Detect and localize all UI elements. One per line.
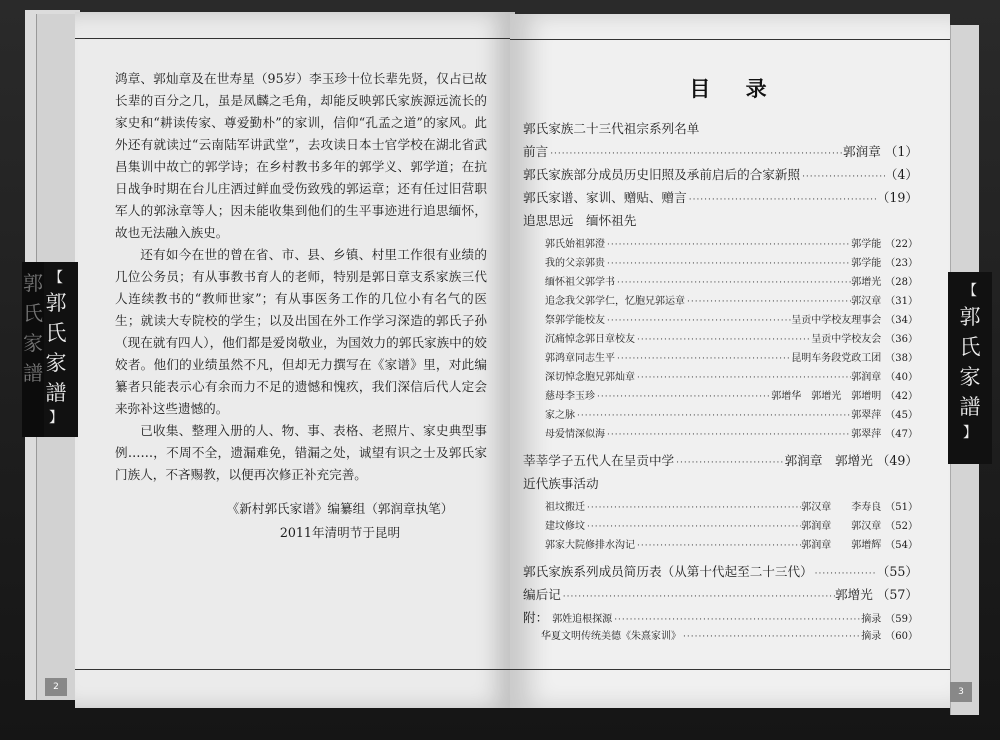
tab-char: 氏 xyxy=(45,321,67,345)
tab-char: 氏 xyxy=(959,335,981,359)
leader-dots xyxy=(635,373,851,383)
toc-subentry[interactable] xyxy=(523,292,918,311)
toc-entry-title: 母爱情深似海 xyxy=(545,429,605,440)
toc-entry-author: 郭润章 xyxy=(851,372,882,383)
toc-subentry[interactable] xyxy=(523,311,918,330)
toc-subentry[interactable] xyxy=(523,330,918,349)
tab-char: 氏 xyxy=(23,301,43,325)
toc-subentry[interactable] xyxy=(523,406,918,425)
leader-dots xyxy=(635,335,811,345)
signature-editor: 《新村郭氏家谱》编纂组（郭润章执笔） xyxy=(226,501,454,516)
toc-entry-page: （31） xyxy=(885,296,918,307)
toc-subentry[interactable] xyxy=(523,368,918,387)
toc-entry-title: 郭氏始祖郭澄 xyxy=(545,239,605,250)
leader-dots xyxy=(595,392,771,402)
toc-entry[interactable] xyxy=(523,450,918,473)
toc-entry-page: （23） xyxy=(885,258,918,269)
leader-dots xyxy=(575,411,851,421)
toc-entry-title: 华夏文明传统美德《朱熹家训》 xyxy=(541,631,681,642)
toc-section-heading xyxy=(523,210,918,232)
toc-entry-author: 郭汉章 xyxy=(851,296,882,307)
toc-entry[interactable] xyxy=(523,141,918,164)
tab-char: 家 xyxy=(23,331,43,355)
tab-char: 【 xyxy=(963,283,977,299)
paragraph: 已收集、整理入册的人、物、事、表格、老照片、家史典型事例……，不周不全，遗漏难免，错漏之处，诚望有识之士及郭氏家门族人，不吝赐教，以便再次修正补充完善。 xyxy=(115,423,487,482)
toc-entry-title: 郭氏家族二十三代祖宗系列名单 xyxy=(523,121,700,136)
toc-entry-page: （47） xyxy=(885,429,918,440)
toc-entry-author: 摘录 xyxy=(861,614,882,625)
toc-subentry[interactable] xyxy=(523,536,918,555)
toc-entry[interactable] xyxy=(523,584,918,607)
toc-entry-page: （1） xyxy=(884,144,918,159)
tab-char: 郭 xyxy=(45,291,67,315)
toc-entry-title: 沉痛悼念郭日章校友 xyxy=(545,334,635,345)
toc-entry-author: 郭润章 xyxy=(843,144,881,159)
leader-dots xyxy=(605,259,851,269)
toc-entry-author: 摘录 xyxy=(861,631,882,642)
toc-entry-title: 郭姓追根探源 xyxy=(552,614,613,625)
toc-subentry[interactable] xyxy=(523,387,918,406)
toc-entry-page: （28） xyxy=(885,277,918,288)
toc-subentry[interactable] xyxy=(523,349,918,368)
leader-dots xyxy=(605,430,851,440)
right-side-tab xyxy=(948,272,992,464)
toc-entry-page: （57） xyxy=(876,587,918,602)
toc-entry-author: 郭学能 xyxy=(851,239,882,250)
toc-entry-page: （54） xyxy=(885,540,918,551)
toc-entry-author: 郭增光 xyxy=(851,277,882,288)
toc-entry-page: （52） xyxy=(885,521,918,532)
toc-section-title: 追思思远 缅怀祖先 xyxy=(523,213,637,228)
toc-subentry[interactable] xyxy=(523,425,918,444)
toc-subentry[interactable] xyxy=(523,627,918,646)
toc-entry-page: （49） xyxy=(876,453,918,468)
toc-entry-title: 郭氏家族系列成员简历表（从第十代起至二十三代） xyxy=(523,564,813,579)
toc-entry-title: 祭郭学能校友 xyxy=(545,315,605,326)
toc-entry-title: 我的父亲郭贵 xyxy=(545,258,605,269)
left-body-text xyxy=(115,68,487,486)
leader-dots xyxy=(674,458,785,468)
toc-entry-title: 慈母李玉珍 xyxy=(545,391,595,402)
toc-section-heading xyxy=(523,473,918,495)
tab-char: 】 xyxy=(963,425,977,441)
tab-char: 家 xyxy=(959,365,981,389)
toc-entry-author: 郭润章 郭增光 xyxy=(784,453,873,468)
toc-entry-page: （4） xyxy=(884,167,918,182)
toc-entry-title: 追念我父郭学仁，忆胞兄郭运章 xyxy=(545,296,685,307)
toc-entry-page: （55） xyxy=(876,564,918,579)
tab-char: 譜 xyxy=(959,395,981,419)
tab-char: 家 xyxy=(45,351,67,375)
toc-entry-title: 郭鸿章同志生平 xyxy=(545,353,615,364)
leader-dots xyxy=(605,316,791,326)
left-footer-rule xyxy=(75,669,515,670)
toc-entry-title: 前言 xyxy=(523,144,549,159)
toc-entry-author: 呈贡中学校友会 xyxy=(811,334,882,345)
tab-char: 】 xyxy=(49,410,63,426)
toc-entry-author: 郭翠萍 xyxy=(851,410,882,421)
toc-subentry[interactable] xyxy=(523,273,918,292)
leader-dots xyxy=(612,615,861,625)
toc-entry-author: 郭学能 xyxy=(851,258,882,269)
leader-dots xyxy=(585,503,801,513)
paragraph: 鸿章、郭灿章及在世寿星（95岁）李玉珍十位长辈先贤，仅占已故长辈的百分之几，虽是凤麟之毛角，却能反映郭氏家族源远流长的家史和“耕读传家、尊爱勤朴”的家训，信仰“孔孟之道”的家风。此外还有就读过“云南陆军讲武堂”，去攻读日本士官学校在湖北省武昌集训中故亡的郭学诗；在乡村教书多年的郭学义、郭学道；在抗日战争时期在台儿庄洒过鲜血受伤致残的郭运章；还有任过旧营职军人的郭泳章等人；因未能收集到他们的生平事迹进行追思缅怀，故也无法融入族史。 xyxy=(115,71,487,240)
toc-entry-author: 郭汉章 李寿良 xyxy=(801,502,882,513)
toc-entry-title: 郭氏家族部分成员历史旧照及承前启后的合家新照 xyxy=(523,167,801,182)
toc-entry-page: （59） xyxy=(885,614,918,625)
left-header-rule xyxy=(75,38,515,39)
leader-dots xyxy=(685,297,851,307)
toc-entry-page: （22） xyxy=(885,239,918,250)
toc-entry-title: 家之脉 xyxy=(545,410,575,421)
toc-entry[interactable] xyxy=(523,164,918,187)
leader-dots xyxy=(585,522,801,532)
left-side-tab xyxy=(23,262,78,437)
toc-section-title: 近代族事活动 xyxy=(523,476,599,491)
toc-subentry[interactable] xyxy=(523,235,918,254)
left-page-number: 2 xyxy=(45,678,67,696)
toc-entry-page: （34） xyxy=(885,315,918,326)
toc-subentry[interactable] xyxy=(523,498,918,517)
toc-entry-author: 郭润章 郭增辉 xyxy=(801,540,882,551)
toc-entry[interactable] xyxy=(523,561,918,584)
table-of-contents xyxy=(523,118,918,646)
toc-entry[interactable] xyxy=(523,187,918,210)
toc-entry-page: （40） xyxy=(885,372,918,383)
toc-entry-author: 郭增华 郭增光 郭增明 xyxy=(771,391,882,402)
tab-char: 譜 xyxy=(23,361,43,385)
toc-subentry[interactable] xyxy=(523,517,918,536)
toc-entry-page: （19） xyxy=(876,190,918,205)
signature-block xyxy=(190,497,490,545)
appendix-label: 附： xyxy=(523,610,549,625)
tab-char: 郭 xyxy=(23,271,43,295)
leader-dots xyxy=(561,592,835,602)
toc-entry-title: 莘莘学子五代人在呈贡中学 xyxy=(523,453,675,468)
toc-entry-title: 建坟修坟 xyxy=(545,521,585,532)
leader-dots xyxy=(681,632,861,642)
toc-title-wrap xyxy=(0,73,1000,103)
toc-entry-page: （60） xyxy=(885,631,918,642)
toc-entry-title: 深切悼念胞兄郭灿章 xyxy=(545,372,635,383)
tab-char: 【 xyxy=(49,270,63,286)
tab-char: 譜 xyxy=(45,381,67,405)
leader-dots xyxy=(615,278,851,288)
tab-char: 郭 xyxy=(959,305,981,329)
leader-dots xyxy=(605,240,851,250)
toc-entry[interactable] xyxy=(523,607,918,627)
toc-entry-author: 郭增光 xyxy=(835,587,873,602)
toc-entry-page: （51） xyxy=(885,502,918,513)
toc-entry-page: （42） xyxy=(885,391,918,402)
toc-entry-author: 郭润章 郭汉章 xyxy=(801,521,882,532)
right-footer-rule xyxy=(510,669,950,670)
leader-dots xyxy=(800,172,885,182)
toc-entry-page: （38） xyxy=(885,353,918,364)
toc-subentry[interactable] xyxy=(523,254,918,273)
leader-dots xyxy=(687,195,877,205)
leader-dots xyxy=(615,354,791,364)
leader-dots xyxy=(813,569,877,579)
toc-entry-page: （45） xyxy=(885,410,918,421)
toc-entry-title: 郭家大院修排水沟记 xyxy=(545,540,635,551)
toc-entry-page: （36） xyxy=(885,334,918,345)
toc-entry-title: 编后记 xyxy=(523,587,561,602)
right-page-number: 3 xyxy=(950,682,972,702)
leader-dots xyxy=(635,541,801,551)
toc-entry-author: 郭翠萍 xyxy=(851,429,882,440)
paragraph: 还有如今在世的曾在省、市、县、乡镇、村里工作很有业绩的几位公务员；有从事教书育人的老师，特别是郭日章支系家族三代人连续教书的“教师世家”；有从事医务工作的几位小有名气的医生；就读大专院校的学生；以及出国在外工作学习深造的郭氏子孙（现在就有四人），他们都是爱岗敬业，为国效力的郭氏家族中的姣姣者。他们的业绩虽然不凡，但却无力撰写在《家谱》里，对此编纂者只能表示心有余而力不足的遗憾和愧疚，我们深信后代人定会来弥补这些遗憾的。 xyxy=(115,247,487,416)
toc-heading[interactable] xyxy=(523,118,918,141)
toc-entry-title: 祖坟搬迁 xyxy=(545,502,585,513)
toc-title: 目 录 xyxy=(689,76,781,101)
toc-entry-author: 昆明车务段党政工团 xyxy=(791,353,882,364)
toc-entry-title: 郭氏家谱、家训、赠贴、赠言 xyxy=(523,190,687,205)
right-header-rule xyxy=(510,39,950,40)
toc-entry-author: 呈贡中学校友理事会 xyxy=(791,315,882,326)
toc-entry-title: 缅怀祖父郭学书 xyxy=(545,277,615,288)
left-side-tab-underlay xyxy=(22,262,44,437)
signature-date: 2011年清明节于昆明 xyxy=(279,525,401,540)
leader-dots xyxy=(548,149,843,159)
